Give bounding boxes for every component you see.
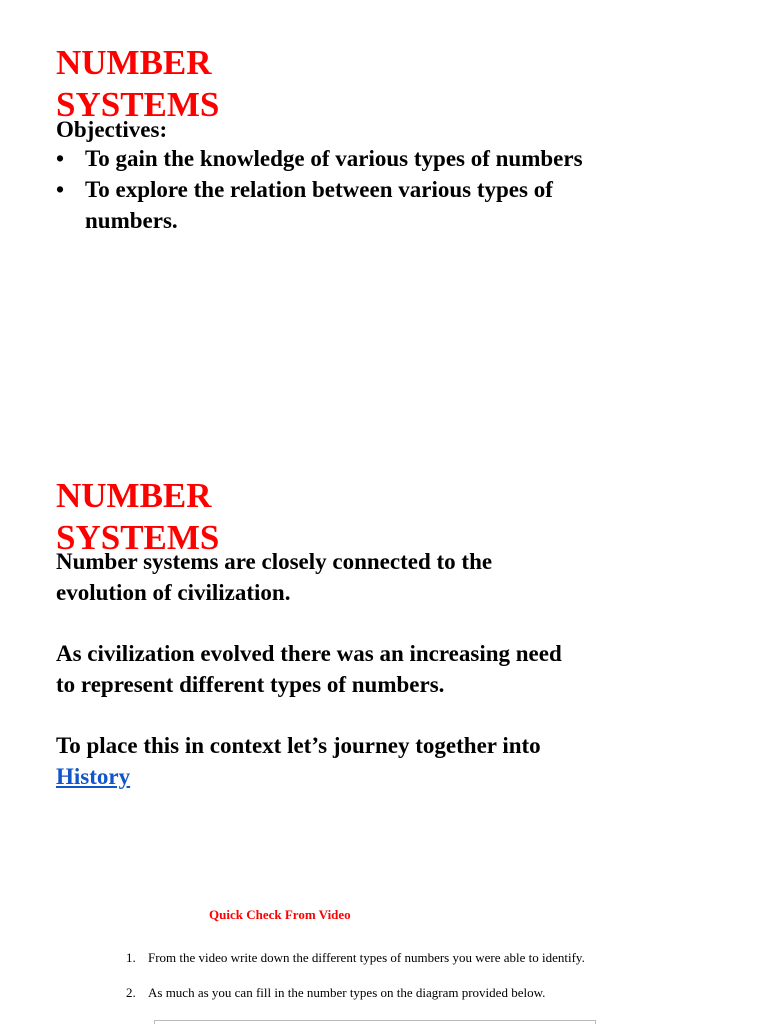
- list-item: [56, 174, 645, 236]
- page-title: NUMBER SYSTEMS: [56, 43, 220, 124]
- list-item: [126, 985, 585, 1001]
- section-title: NUMBER SYSTEMS: [56, 476, 220, 557]
- diagram-frame: [154, 1020, 596, 1024]
- history-link[interactable]: History: [56, 764, 131, 789]
- bullet-icon: •: [56, 146, 65, 171]
- question-text: From the video write down the different types of numbers you were able to identify.: [148, 950, 585, 965]
- list-item: [126, 950, 585, 966]
- objective-text: To explore the relation between various types of numbers.: [85, 177, 553, 233]
- question-list: [126, 950, 585, 1020]
- objectives-heading: Objectives:: [56, 117, 168, 142]
- context-text: To place this in context let’s journey together into: [56, 733, 541, 758]
- question-number: 2.: [126, 985, 136, 1000]
- objectives-list: [56, 143, 696, 236]
- objective-text: To gain the knowledge of various types of numbers: [85, 146, 583, 171]
- list-item: [56, 143, 675, 174]
- question-number: 1.: [126, 950, 136, 965]
- intro-paragraph: Number systems are closely connected to the evolution of civilization.: [56, 549, 493, 605]
- quick-check-heading: Quick Check From Video: [209, 907, 351, 922]
- context-paragraph: [56, 730, 576, 792]
- bullet-icon: •: [56, 177, 65, 202]
- question-text: As much as you can fill in the number types on the diagram provided below.: [148, 985, 546, 1000]
- evolution-paragraph: As civilization evolved there was an increasing need to represent different types of numbers.: [56, 641, 562, 697]
